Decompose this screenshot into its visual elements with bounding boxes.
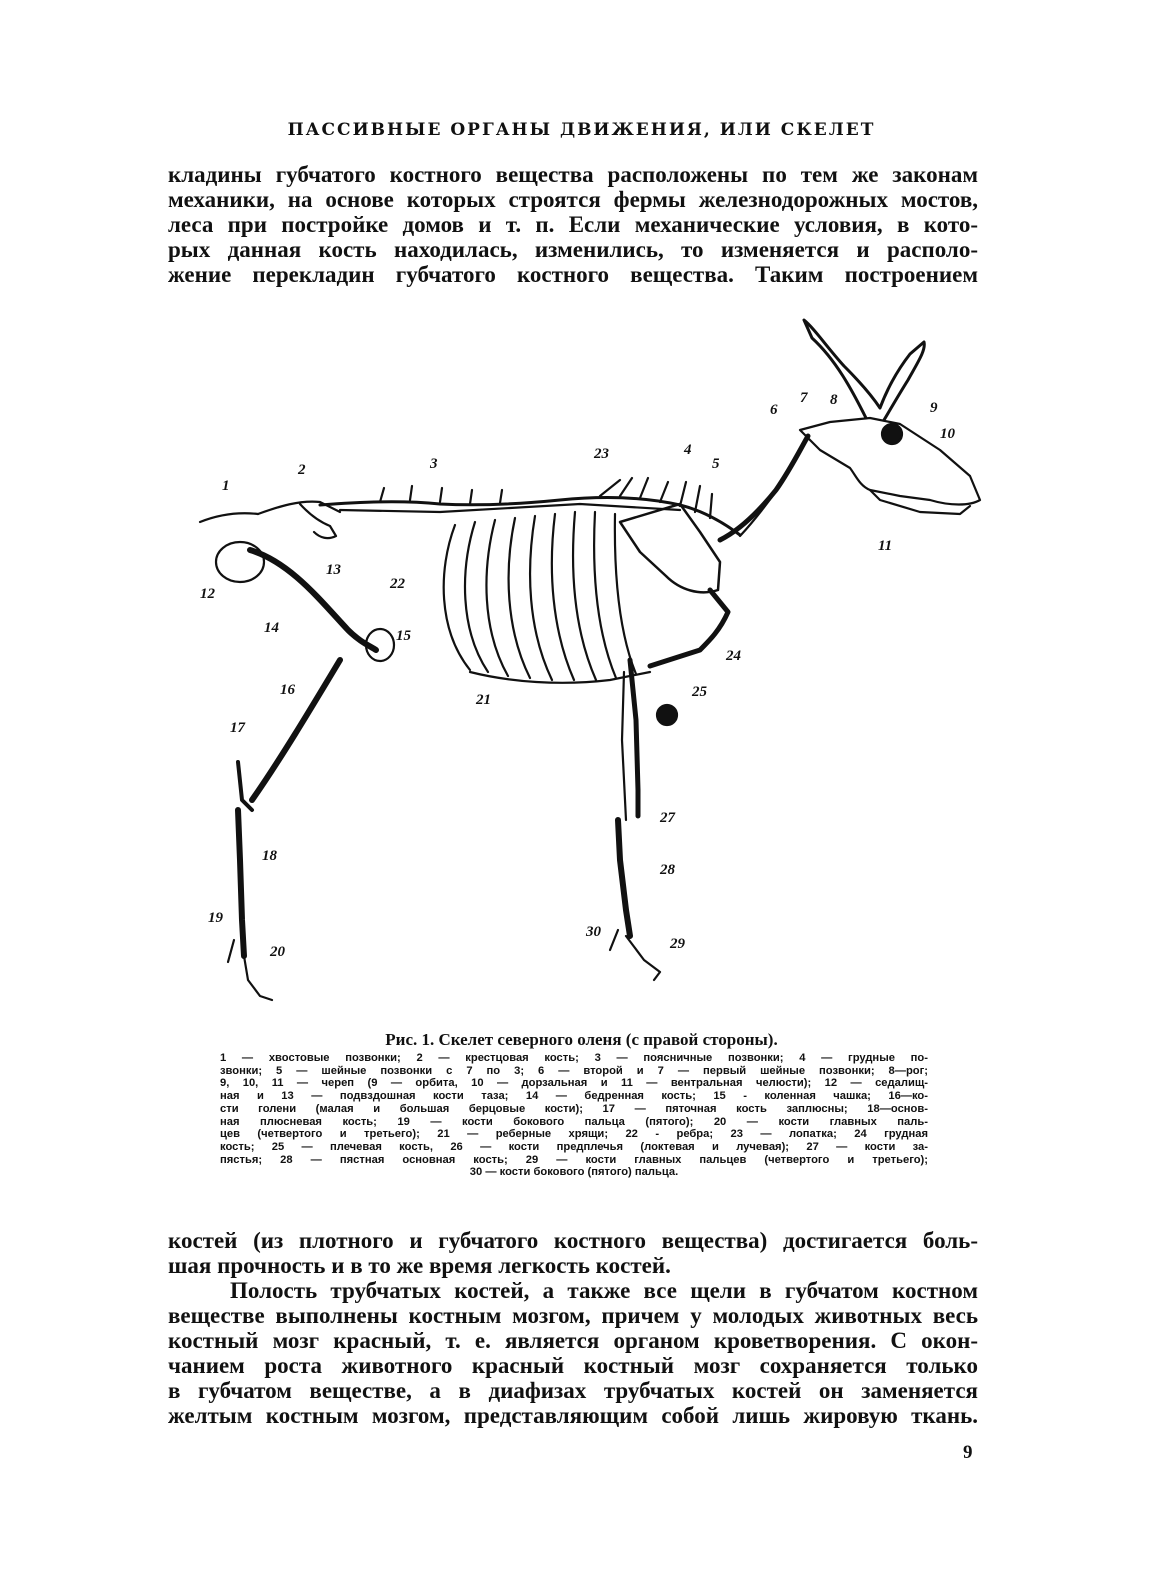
reindeer-skeleton-illustration <box>180 300 1000 1020</box>
figure-label: 23 <box>594 446 609 462</box>
humerus <box>650 590 728 666</box>
figure-label: 2 <box>298 462 306 478</box>
figure-label: 1 <box>222 478 230 494</box>
tibia <box>252 660 340 800</box>
figure-caption-title: Рис. 1. Скелет северного оленя (с правой стороны). <box>385 1030 778 1049</box>
forearm-bones <box>630 660 638 816</box>
figure-label: 5 <box>712 456 720 472</box>
ink-blot <box>657 705 677 725</box>
figure-label: 4 <box>684 442 692 458</box>
figure-label: 3 <box>430 456 438 472</box>
ischium <box>216 542 264 582</box>
fore-hoof <box>626 936 660 980</box>
figure-label: 15 <box>396 628 411 644</box>
text-line: механики, на основе которых строятся фермы железнодорожных мостов, <box>168 187 978 212</box>
figure-label: 7 <box>800 390 808 406</box>
figure-label: 20 <box>270 944 285 960</box>
text-line: рых данная кость находилась, изменились, то изменяется и располо- <box>168 237 978 262</box>
figure-label: 27 <box>660 810 675 826</box>
figure-label: 21 <box>476 692 491 708</box>
figure-label: 8 <box>830 392 838 408</box>
dewclaw-hind <box>228 940 234 962</box>
text-line: жение перекладин губчатого костного вещества. Таким построением <box>168 262 978 287</box>
legend-line: кость; 25 — плечевая кость, 26 — кости предплечья (локтевая и лучевая); 27 — кости за- <box>220 1140 928 1153</box>
ulna <box>622 672 626 820</box>
legend-line: звонки; 5 — шейные позвонки с 7 по 3; 6 — второй и 7 — первый шейные позвонки; 8—рог; <box>220 1064 928 1077</box>
hind-hoof <box>244 956 272 1000</box>
legend-line: ная плюсневая кость; 19 — кости бокового пальца (пятого); 20 — кости главных паль- <box>220 1115 928 1128</box>
ribs <box>444 512 636 680</box>
text-line: костный мозг красный, т. е. является органом кроветворения. С окон- <box>168 1328 978 1353</box>
cervical-vertebrae <box>720 436 808 540</box>
figure-label: 14 <box>264 620 279 636</box>
figure-label: 18 <box>262 848 277 864</box>
legend-line: 1 — хвостовые позвонки; 2 — крестцовая кость; 3 — поясничные позвонки; 4 — грудные по- <box>220 1052 928 1064</box>
text-line: леса при постройке домов и т. п. Если механические условия, в кото- <box>168 212 978 237</box>
legend-line: сти голени (малая и большая берцовые кости); 17 — пяточная кость заплюсны; 18—основ- <box>220 1102 928 1115</box>
ilium <box>300 504 336 538</box>
legend-line: цев (четвертого и третьего); 21 — реберные хрящи; 22 - ребра; 23 — лопатка; 24 грудная <box>220 1128 928 1141</box>
figure-label: 17 <box>230 720 245 736</box>
text-line: шая прочность и в то же время легкость костей. <box>168 1253 671 1278</box>
page-number: 9 <box>963 1442 973 1463</box>
figure-label: 12 <box>200 586 215 602</box>
legend-line: 30 — кости бокового (пятого) пальца. <box>469 1166 679 1179</box>
text-line: чанием роста животного красный костный мозг сохраняется только <box>168 1353 978 1378</box>
antler <box>804 320 924 420</box>
figure-label: 25 <box>692 684 707 700</box>
figure-label: 16 <box>280 682 295 698</box>
spine <box>320 497 740 535</box>
text-line: костей (из плотного и губчатого костного вещества) достигается боль- <box>168 1228 978 1253</box>
figure-label: 11 <box>878 538 893 554</box>
figure-label: 30 <box>586 924 601 940</box>
text-line: в губчатом веществе, а в диафизах трубчатых костей он заменяется <box>168 1378 978 1403</box>
text-line: желтым костным мозгом, представляющим собой лишь жировую ткань. <box>168 1403 978 1428</box>
figure-label: 24 <box>726 648 741 664</box>
figure-legend <box>220 1052 928 1179</box>
metacarpal <box>618 820 630 936</box>
figure-label: 6 <box>770 402 778 418</box>
figure-label: 28 <box>660 862 675 878</box>
figure-label: 9 <box>930 400 938 416</box>
legend-line: 9, 10, 11 — череп (9 — орбита, 10 — дорзальная и 11 — вентральная челюсти); 12 — седалищ- <box>220 1077 928 1090</box>
figure-label: 10 <box>940 426 955 442</box>
running-head: ПАССИВНЫЕ ОРГАНЫ ДВИЖЕНИЯ, ИЛИ СКЕЛЕТ <box>287 120 876 140</box>
figure-label: 29 <box>670 936 685 952</box>
orbit <box>882 424 902 444</box>
skeleton-figure <box>180 300 1000 1020</box>
text-line: кладины губчатого костного вещества расположены по тем же законам <box>168 162 978 187</box>
figure-label: 13 <box>326 562 341 578</box>
metatarsal <box>238 810 244 956</box>
dewclaw-fore <box>610 930 618 950</box>
legend-line: ная и 13 — подвздошная кости таза; 14 — бедренная кость; 15 - коленная чашка; 16—ко- <box>220 1090 928 1103</box>
figure-label: 22 <box>390 576 405 592</box>
paragraph-top <box>168 162 978 287</box>
scapula <box>620 504 720 592</box>
paragraph-bottom <box>168 1228 978 1428</box>
text-line: веществе выполнены костным мозгом, причем у молодых животных весь <box>168 1303 978 1328</box>
legend-line: пястья; 28 — пястная основная кость; 29 — кости главных пальцев (четвертого и третьего); <box>220 1153 928 1166</box>
figure-label: 19 <box>208 910 223 926</box>
calcaneus <box>238 762 252 810</box>
text-line: Полость трубчатых костей, а также все щели в губчатом костном <box>230 1278 978 1303</box>
tail-bones <box>200 513 258 522</box>
